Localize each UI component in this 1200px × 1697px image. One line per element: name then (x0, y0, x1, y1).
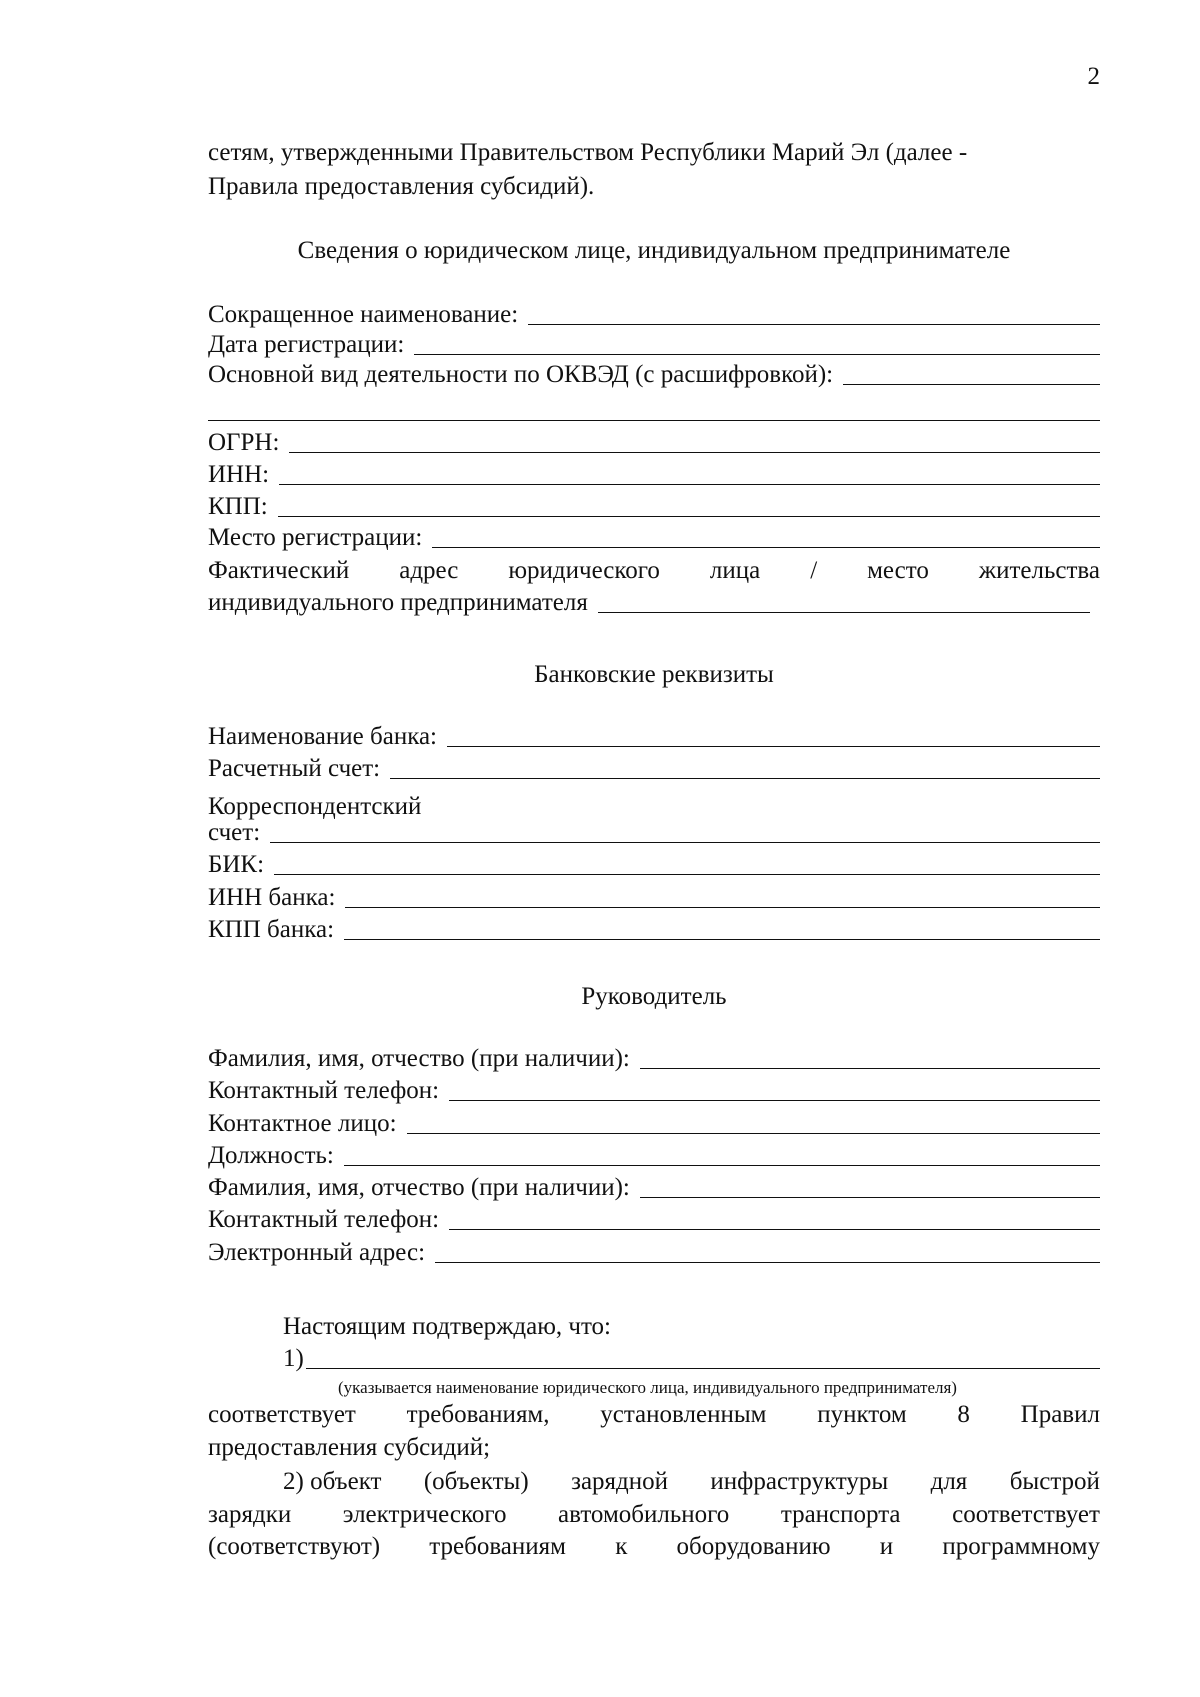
field-kpp[interactable] (208, 492, 1100, 522)
field-phone-2[interactable] (208, 1205, 1100, 1235)
input-line[interactable] (598, 612, 1090, 613)
input-line[interactable] (270, 842, 1100, 843)
field-label: Расчетный счет: (208, 755, 381, 782)
confirm-intro: Настоящим подтверждаю, что: (283, 1313, 612, 1340)
field-label: Должность: (208, 1142, 334, 1169)
field-label: ИНН: (208, 461, 270, 488)
field-actual-address[interactable] (208, 588, 1090, 618)
field-label: Электронный адрес: (208, 1239, 426, 1266)
item1-line-2: предоставления субсидий; (208, 1434, 491, 1461)
field-reg-date[interactable] (208, 330, 1100, 360)
field-label: Место регистрации: (208, 524, 423, 551)
field-confirm-entity-name[interactable] (283, 1344, 1100, 1374)
field-inn[interactable] (208, 460, 1100, 490)
input-line[interactable] (279, 484, 1100, 485)
field-label: КПП: (208, 493, 268, 520)
item2-line-3: (соответствуют) требованиям к оборудованию и программному (208, 1533, 1100, 1560)
field-account[interactable] (208, 754, 1100, 784)
item1-line-1: соответствует требованиям, установленным пунктом 8 Правил (208, 1401, 1100, 1428)
intro-line-2: Правила предоставления субсидий). (208, 173, 595, 200)
input-line[interactable] (447, 746, 1100, 747)
input-line[interactable] (344, 939, 1100, 940)
item2-line-1: 2) объект (объекты) зарядной инфраструктуры для быстрой (283, 1468, 1100, 1495)
field-label: Фамилия, имя, отчество (при наличии): (208, 1174, 630, 1201)
input-line[interactable] (274, 874, 1100, 875)
field-short-name[interactable] (208, 300, 1100, 330)
field-fio-1[interactable] (208, 1044, 1100, 1074)
field-label: КПП банка: (208, 916, 335, 943)
field-bank-name[interactable] (208, 722, 1100, 752)
field-label: Контактный телефон: (208, 1206, 440, 1233)
field-label: Контактное лицо: (208, 1110, 397, 1137)
section-heading-bank: Банковские реквизиты (534, 661, 774, 688)
field-position[interactable] (208, 1141, 1100, 1171)
address-label-line-1: Фактический адрес юридического лица / место жительства (208, 557, 1100, 584)
input-line[interactable] (640, 1068, 1100, 1069)
field-label: счет: (208, 819, 261, 846)
field-bik[interactable] (208, 850, 1100, 880)
input-line[interactable] (289, 452, 1100, 453)
input-line[interactable] (528, 324, 1100, 325)
entity-name-caption: (указывается наименование юридического лица, индивидуального предпринимателя) (338, 1378, 957, 1397)
input-line[interactable] (449, 1229, 1100, 1230)
field-label: Основной вид деятельности по ОКВЭД (с расшифровкой): (208, 361, 834, 388)
input-line[interactable] (278, 516, 1100, 517)
input-line[interactable] (435, 1262, 1100, 1263)
input-line[interactable] (306, 1368, 1100, 1369)
input-line[interactable] (390, 778, 1100, 779)
field-bank-kpp[interactable] (208, 915, 1100, 945)
input-line[interactable] (345, 907, 1100, 908)
input-line[interactable] (640, 1197, 1100, 1198)
page-number: 2 (1087, 63, 1100, 90)
field-bank-inn[interactable] (208, 883, 1100, 913)
field-fio-2[interactable] (208, 1173, 1100, 1203)
field-reg-place[interactable] (208, 523, 1100, 553)
field-label: Контактный телефон: (208, 1077, 440, 1104)
item2-line-2: зарядки электрического автомобильного транспорта соответствует (208, 1501, 1100, 1528)
field-contact-person[interactable] (208, 1109, 1100, 1139)
input-line[interactable] (344, 1165, 1100, 1166)
section-heading-head: Руководитель (581, 983, 727, 1010)
field-okved[interactable] (208, 360, 1100, 390)
item-number: 1) (283, 1345, 304, 1372)
intro-line-1: сетям, утвержденными Правительством Республики Марий Эл (далее - (208, 139, 968, 166)
okved-continuation-line[interactable] (208, 420, 1100, 421)
field-label: Дата регистрации: (208, 331, 405, 358)
field-label: Наименование банка: (208, 723, 438, 750)
field-label: Сокращенное наименование: (208, 301, 519, 328)
field-phone-1[interactable] (208, 1076, 1100, 1106)
input-line[interactable] (449, 1100, 1100, 1101)
field-label: Фамилия, имя, отчество (при наличии): (208, 1045, 630, 1072)
input-line[interactable] (407, 1133, 1100, 1134)
input-line[interactable] (843, 384, 1100, 385)
field-ogrn[interactable] (208, 428, 1100, 458)
field-label: БИК: (208, 851, 265, 878)
field-label: ИНН банка: (208, 884, 336, 911)
corr-account-label: Корреспондентский (208, 793, 422, 820)
field-corr-account[interactable] (208, 818, 1100, 848)
input-line[interactable] (414, 354, 1100, 355)
field-label: ОГРН: (208, 429, 280, 456)
field-email[interactable] (208, 1238, 1100, 1268)
input-line[interactable] (432, 547, 1100, 548)
section-heading-entity: Сведения о юридическом лице, индивидуальном предпринимателе (297, 237, 1011, 264)
field-label: индивидуального предпринимателя (208, 589, 588, 616)
